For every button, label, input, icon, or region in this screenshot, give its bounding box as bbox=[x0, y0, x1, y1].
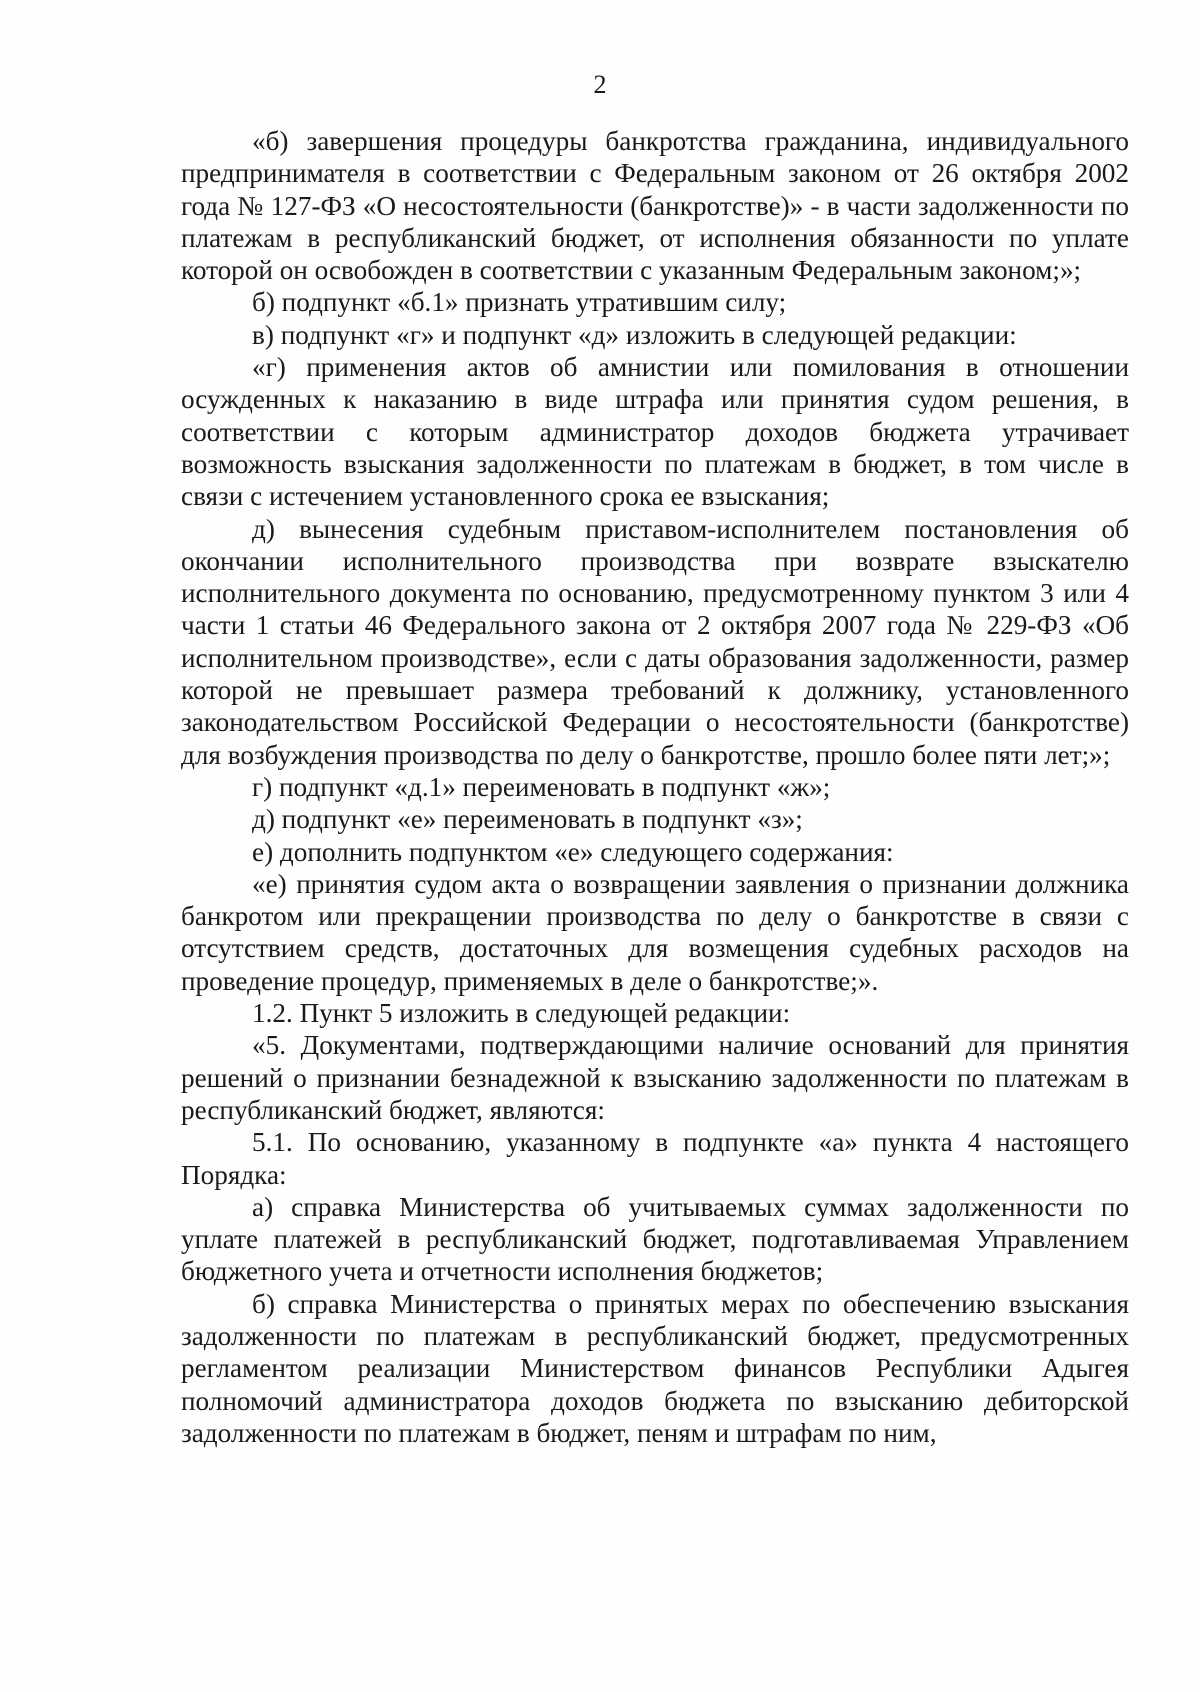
document-body bbox=[181, 125, 1129, 1449]
paragraph-1-2: 1.2. Пункт 5 изложить в следующей редакции: bbox=[252, 998, 791, 1029]
paragraph-d-rename: д) подпункт «е» переименовать в подпункт «з»; bbox=[252, 804, 803, 835]
paragraph-g-rename: г) подпункт «д.1» переименовать в подпункт «ж»; bbox=[252, 771, 831, 802]
paragraph-v-amend: в) подпункт «г» и подпункт «д» изложить в следующей редакции: bbox=[252, 319, 1017, 350]
paragraph-a-certificate: а) справка Министерства об учитываемых суммах задолженности по уплате платежей в республиканский бюджет, подготавливаемая Управлением бюджетного учета и отчетности исполнения бюджетов; bbox=[181, 1191, 1129, 1287]
paragraph-g-amnesty: «г) применения актов об амнистии или помилования в отношении осужденных к наказанию в виде штрафа или принятия судом решения, в соответствии с которым администратор доходов бюджета утрачивает возможность взыскания задолженности по платежам в бюджет, в том числе в связи с истечением установленного срока ее взыскания; bbox=[181, 352, 1129, 512]
paragraph-b-bankruptcy: «б) завершения процедуры банкротства гражданина, индивидуального предпринимателя в соответствии с Федеральным законом от 26 октября 2002 года № 127-ФЗ «О несостоятельности (банкротстве)» - в части задолженности по платежам в республиканский бюджет, от исполнения обязанности по уплате которой он освобожден в соответствии с указанным Федеральным законом;»; bbox=[181, 126, 1129, 286]
paragraph-5-documents: «5. Документами, подтверждающими наличие оснований для принятия решений о признании безнадежной к взысканию задолженности по платежам в республиканский бюджет, являются: bbox=[181, 1030, 1129, 1125]
paragraph-b1-void: б) подпункт «б.1» признать утратившим силу; bbox=[252, 287, 787, 318]
page-number: 2 bbox=[593, 70, 607, 99]
paragraph-5-1: 5.1. По основанию, указанному в подпункте «а» пункта 4 настоящего Порядка: bbox=[181, 1127, 1129, 1190]
paragraph-e-court: «е) принятия судом акта о возвращении заявления о признании должника банкротом или прекращении производства по делу о банкротстве в связи с отсутствием средств, достаточных для возмещения судебных расходов на проведение процедур, применяемых в деле о банкротстве;». bbox=[181, 868, 1129, 996]
paragraph-e-add: е) дополнить подпунктом «е» следующего содержания: bbox=[252, 836, 894, 867]
paragraph-d-bailiff: д) вынесения судебным приставом-исполнителем постановления об окончании исполнительного производства при возврате взыскателю исполнительного документа по основанию, предусмотренному пунктом 3 или 4 части 1 статьи 46 Федерального закона от 2 октября 2007 года № 229-ФЗ «Об исполнительном производстве», если с даты образования задолженности, размер которой не превышает размера требований к должнику, установленного законодательством Российской Федерации о несостоятельности (банкротстве) для возбуждения производства по делу о банкротстве, прошло более пяти лет;»; bbox=[181, 513, 1129, 770]
paragraph-b-certificate: б) справка Министерства о принятых мерах по обеспечению взыскания задолженности по платежам в республиканский бюджет, предусмотренных регламентом реализации Министерством финансов Республики Адыгея полномочий администратора доходов бюджета по взысканию дебиторской задолженности по платежам в бюджет, пеням и штрафам по ним, bbox=[181, 1288, 1129, 1448]
